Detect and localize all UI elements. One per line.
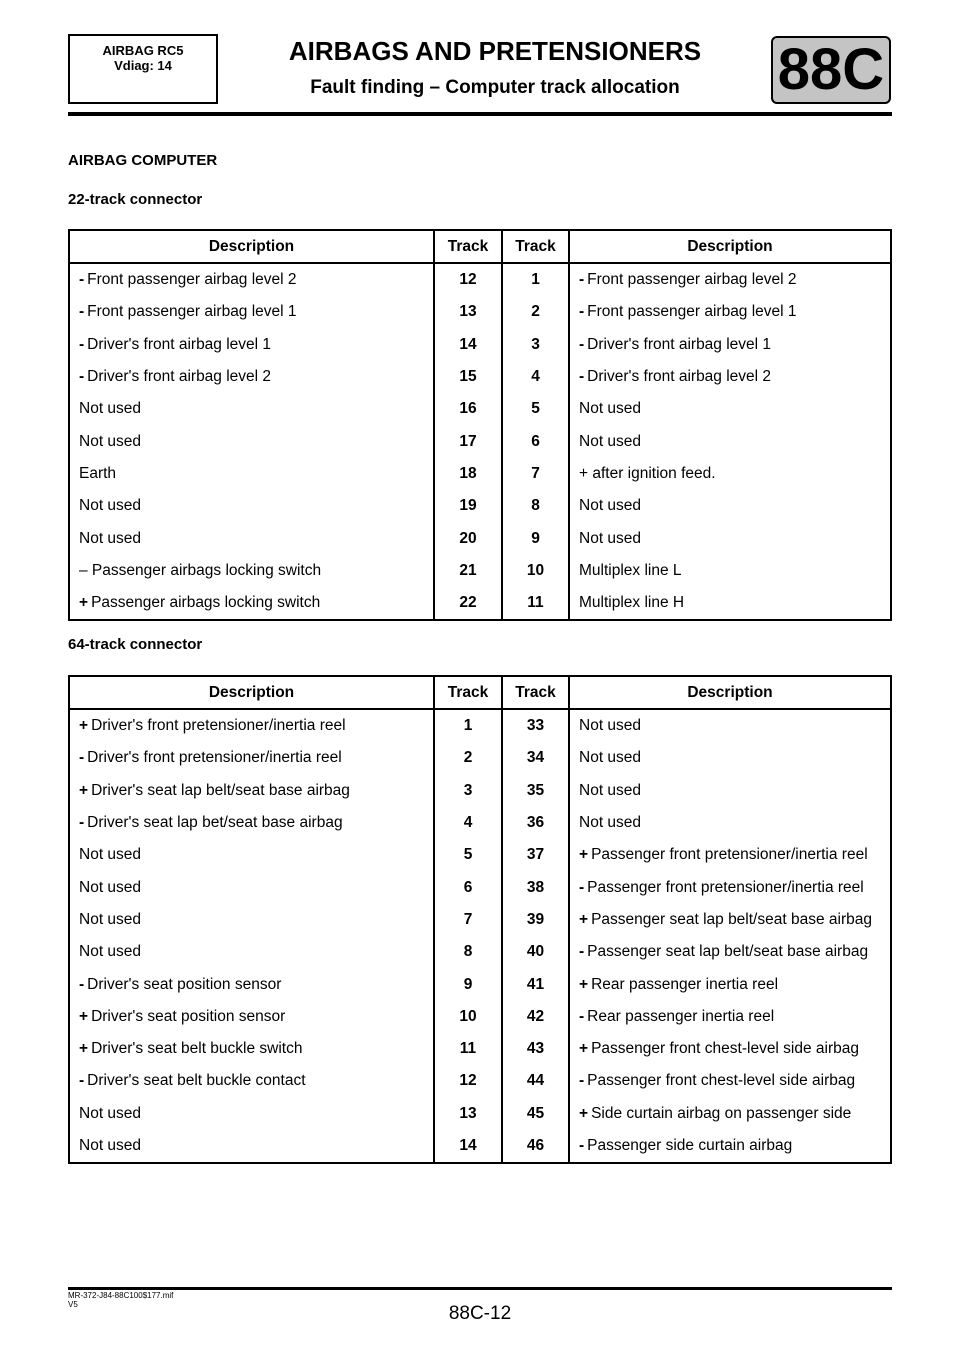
description-right-cell — [569, 775, 891, 807]
track-right: 33 — [502, 709, 569, 742]
description-left: Driver's seat belt buckle switch — [91, 1040, 303, 1058]
description-right: Passenger front pretensioner/inertia reel — [587, 878, 864, 896]
polarity-sign: - — [79, 271, 85, 289]
polarity-sign: - — [579, 303, 585, 321]
description-left: Driver's seat belt buckle contact — [87, 1072, 306, 1090]
polarity-sign: - — [79, 749, 85, 767]
description-right-cell — [569, 1130, 891, 1163]
table-title-22-track: 22-track connector — [68, 191, 203, 208]
description-left-cell — [69, 587, 434, 620]
table-row — [69, 296, 891, 328]
track-left: 9 — [434, 968, 502, 1000]
track-right: 39 — [502, 904, 569, 936]
description-right-cell — [569, 904, 891, 936]
track-right: 41 — [502, 968, 569, 1000]
polarity-sign: - — [79, 335, 85, 353]
track-left: 7 — [434, 904, 502, 936]
polarity-sign: - — [79, 368, 85, 386]
description-right-cell — [569, 263, 891, 296]
track-right: 43 — [502, 1033, 569, 1065]
track-right: 3 — [502, 329, 569, 361]
description-right-cell — [569, 393, 891, 425]
description-right-cell — [569, 361, 891, 393]
description-left-cell — [69, 296, 434, 328]
track-left: 2 — [434, 742, 502, 774]
track-left: 3 — [434, 775, 502, 807]
table-title-64-track: 64-track connector — [68, 636, 203, 653]
track-right: 38 — [502, 871, 569, 903]
polarity-sign: + — [79, 781, 89, 799]
description-left-cell — [69, 425, 434, 457]
description-left: Driver's seat lap belt/seat base airbag — [91, 781, 350, 799]
track-table-64 — [68, 675, 892, 1164]
description-left: Not used — [79, 1137, 142, 1154]
description-right-cell — [569, 587, 891, 620]
table-header-row — [69, 676, 891, 709]
table-row — [69, 1130, 891, 1163]
track-left: 18 — [434, 458, 502, 490]
track-left: 16 — [434, 393, 502, 425]
description-right: Rear passenger inertia reel — [591, 975, 779, 993]
description-right: Not used — [579, 432, 642, 450]
description-right-cell — [569, 296, 891, 328]
description-right: Front passenger airbag level 1 — [587, 303, 797, 321]
description-right-cell — [569, 329, 891, 361]
description-right: Not used — [579, 717, 642, 735]
table-row — [69, 329, 891, 361]
track-right: 44 — [502, 1065, 569, 1097]
header-track-right: Track — [502, 230, 569, 263]
description-left-cell — [69, 522, 434, 554]
polarity-sign: - — [579, 335, 585, 353]
track-right: 46 — [502, 1130, 569, 1163]
track-left: 12 — [434, 263, 502, 296]
description-right: Front passenger airbag level 2 — [587, 271, 797, 289]
description-right-cell — [569, 555, 891, 587]
track-left: 6 — [434, 871, 502, 903]
description-left: Driver's front airbag level 2 — [87, 368, 272, 386]
table-row — [69, 807, 891, 839]
description-left: Earth — [79, 464, 117, 482]
description-left-cell — [69, 1001, 434, 1033]
footer-version: V5 — [68, 1300, 78, 1309]
description-left: Not used — [79, 878, 142, 896]
track-left: 15 — [434, 361, 502, 393]
track-right: 11 — [502, 587, 569, 620]
track-left: 13 — [434, 296, 502, 328]
description-left: Passenger airbags locking switch — [91, 594, 321, 612]
polarity-sign: + — [579, 846, 589, 864]
header-description-left: Description — [69, 676, 434, 709]
section-title: AIRBAG COMPUTER — [68, 152, 218, 169]
description-right-cell — [569, 871, 891, 903]
description-right: Not used — [579, 497, 642, 515]
description-right: Side curtain airbag on passenger side — [591, 1104, 852, 1122]
description-right-cell — [569, 1001, 891, 1033]
vdiag-version: Vdiag: 14 — [114, 58, 172, 73]
description-right: Passenger seat lap belt/seat base airbag — [591, 910, 872, 928]
track-left: 12 — [434, 1065, 502, 1097]
description-left-cell — [69, 936, 434, 968]
description-right: + after ignition feed. — [579, 464, 716, 482]
table-row — [69, 936, 891, 968]
description-left-cell — [69, 709, 434, 742]
description-right: Not used — [579, 781, 642, 799]
description-right-cell — [569, 425, 891, 457]
track-left: 19 — [434, 490, 502, 522]
table-row — [69, 555, 891, 587]
table-row — [69, 522, 891, 554]
description-right: Not used — [579, 749, 642, 767]
description-left: Driver's front airbag level 1 — [87, 335, 272, 353]
description-left: Driver's front pretensioner/inertia reel — [91, 717, 346, 735]
track-right: 35 — [502, 775, 569, 807]
footer-file-name: MR-372-J84-88C100$177.mif — [68, 1291, 174, 1300]
description-right: Not used — [579, 400, 642, 418]
description-left: Not used — [79, 846, 142, 864]
description-left-cell — [69, 839, 434, 871]
page-subtitle: Fault finding – Computer track allocation — [310, 77, 680, 98]
track-left: 1 — [434, 709, 502, 742]
description-left: – Passenger airbags locking switch — [79, 561, 322, 579]
track-right: 9 — [502, 522, 569, 554]
polarity-sign: - — [579, 368, 585, 386]
polarity-sign: + — [79, 594, 89, 612]
table-row — [69, 871, 891, 903]
track-left: 14 — [434, 329, 502, 361]
table-row — [69, 1001, 891, 1033]
description-left: Not used — [79, 910, 142, 928]
track-right: 40 — [502, 936, 569, 968]
description-left-cell — [69, 807, 434, 839]
header-description-left: Description — [69, 230, 434, 263]
track-left: 8 — [434, 936, 502, 968]
track-right: 37 — [502, 839, 569, 871]
description-left-cell — [69, 1098, 434, 1130]
track-right: 1 — [502, 263, 569, 296]
table-row — [69, 393, 891, 425]
description-right-cell — [569, 709, 891, 742]
description-right: Not used — [579, 814, 642, 832]
track-right: 4 — [502, 361, 569, 393]
polarity-sign: - — [79, 1072, 85, 1090]
description-right: Passenger side curtain airbag — [587, 1137, 793, 1154]
table-row — [69, 709, 891, 742]
header-divider — [68, 112, 892, 116]
description-right-cell — [569, 1065, 891, 1097]
section-code-badge: 88C — [771, 36, 891, 104]
track-left: 10 — [434, 1001, 502, 1033]
header-track-left: Track — [434, 230, 502, 263]
description-left-cell — [69, 871, 434, 903]
polarity-sign: + — [79, 717, 89, 735]
polarity-sign: + — [79, 1007, 89, 1025]
description-right-cell — [569, 1098, 891, 1130]
description-left-cell — [69, 458, 434, 490]
table-row — [69, 361, 891, 393]
description-right-cell — [569, 1033, 891, 1065]
track-left: 4 — [434, 807, 502, 839]
track-left: 11 — [434, 1033, 502, 1065]
table-row — [69, 263, 891, 296]
description-left-cell — [69, 393, 434, 425]
table-row — [69, 458, 891, 490]
description-left-cell — [69, 968, 434, 1000]
polarity-sign: - — [79, 303, 85, 321]
description-right: Passenger front pretensioner/inertia reel — [591, 846, 868, 864]
footer-divider — [68, 1287, 892, 1290]
description-left-cell — [69, 775, 434, 807]
table-row — [69, 490, 891, 522]
system-name: AIRBAG RC5 — [102, 43, 184, 58]
track-table-22 — [68, 229, 892, 621]
page-title: AIRBAGS AND PRETENSIONERS — [288, 36, 702, 66]
polarity-sign: + — [579, 1040, 589, 1058]
header-description-right: Description — [569, 230, 891, 263]
table-row — [69, 742, 891, 774]
page-number: 88C-12 — [448, 1303, 512, 1324]
description-left: Not used — [79, 400, 142, 418]
polarity-sign: - — [579, 878, 585, 896]
polarity-sign: + — [79, 1040, 89, 1058]
header-track-left: Track — [434, 676, 502, 709]
track-left: 17 — [434, 425, 502, 457]
description-left: Front passenger airbag level 2 — [87, 271, 297, 289]
table-row — [69, 904, 891, 936]
description-right: Passenger front chest-level side airbag — [591, 1040, 860, 1058]
polarity-sign: - — [579, 1137, 585, 1154]
table-row — [69, 839, 891, 871]
description-right: Rear passenger inertia reel — [587, 1007, 775, 1025]
description-left: Not used — [79, 1104, 142, 1122]
track-right: 42 — [502, 1001, 569, 1033]
track-right: 7 — [502, 458, 569, 490]
description-left: Driver's seat lap bet/seat base airbag — [87, 814, 343, 832]
description-right-cell — [569, 522, 891, 554]
track-right: 8 — [502, 490, 569, 522]
description-left-cell — [69, 742, 434, 774]
description-left-cell — [69, 1033, 434, 1065]
track-left: 21 — [434, 555, 502, 587]
polarity-sign: - — [579, 271, 585, 289]
table-row — [69, 1065, 891, 1097]
polarity-sign: + — [579, 910, 589, 928]
description-right-cell — [569, 839, 891, 871]
track-left: 14 — [434, 1130, 502, 1163]
description-right: Passenger front chest-level side airbag — [587, 1072, 856, 1090]
track-left: 5 — [434, 839, 502, 871]
polarity-sign: - — [579, 943, 585, 961]
description-right: Driver's front airbag level 2 — [587, 368, 772, 386]
description-left: Driver's seat position sensor — [91, 1007, 286, 1025]
description-left: Front passenger airbag level 1 — [87, 303, 297, 321]
description-left: Not used — [79, 943, 142, 961]
vehicle-info-box — [68, 34, 218, 104]
description-left: Not used — [79, 432, 142, 450]
polarity-sign: - — [79, 975, 85, 993]
description-right-cell — [569, 490, 891, 522]
description-right: Multiplex line H — [579, 594, 685, 612]
description-right-cell — [569, 936, 891, 968]
track-left: 13 — [434, 1098, 502, 1130]
description-right-cell — [569, 968, 891, 1000]
description-right-cell — [569, 742, 891, 774]
table-row — [69, 1033, 891, 1065]
description-left: Not used — [79, 497, 142, 515]
description-right: Multiplex line L — [579, 561, 682, 579]
description-left-cell — [69, 329, 434, 361]
polarity-sign: + — [579, 975, 589, 993]
polarity-sign: - — [579, 1072, 585, 1090]
table-header-row — [69, 230, 891, 263]
description-left: Not used — [79, 529, 142, 547]
description-right: Driver's front airbag level 1 — [587, 335, 772, 353]
description-left-cell — [69, 361, 434, 393]
description-right: Passenger seat lap belt/seat base airbag — [587, 943, 869, 961]
table-row — [69, 968, 891, 1000]
description-right: Not used — [579, 529, 642, 547]
polarity-sign: - — [579, 1007, 585, 1025]
description-left: Driver's front pretensioner/inertia reel — [87, 749, 342, 767]
description-left-cell — [69, 490, 434, 522]
description-left-cell — [69, 1065, 434, 1097]
polarity-sign: + — [579, 1104, 589, 1122]
polarity-sign: - — [79, 814, 85, 832]
header-track-right: Track — [502, 676, 569, 709]
track-right: 36 — [502, 807, 569, 839]
track-left: 20 — [434, 522, 502, 554]
table-row — [69, 1098, 891, 1130]
header-description-right: Description — [569, 676, 891, 709]
table-row — [69, 425, 891, 457]
track-right: 45 — [502, 1098, 569, 1130]
table-row — [69, 775, 891, 807]
track-right: 6 — [502, 425, 569, 457]
track-right: 2 — [502, 296, 569, 328]
track-right: 5 — [502, 393, 569, 425]
track-left: 22 — [434, 587, 502, 620]
description-left-cell — [69, 1130, 434, 1163]
description-right-cell — [569, 458, 891, 490]
table-row — [69, 587, 891, 620]
description-left-cell — [69, 904, 434, 936]
track-right: 10 — [502, 555, 569, 587]
track-right: 34 — [502, 742, 569, 774]
description-right-cell — [569, 807, 891, 839]
description-left-cell — [69, 263, 434, 296]
description-left-cell — [69, 555, 434, 587]
description-left: Driver's seat position sensor — [87, 975, 282, 993]
